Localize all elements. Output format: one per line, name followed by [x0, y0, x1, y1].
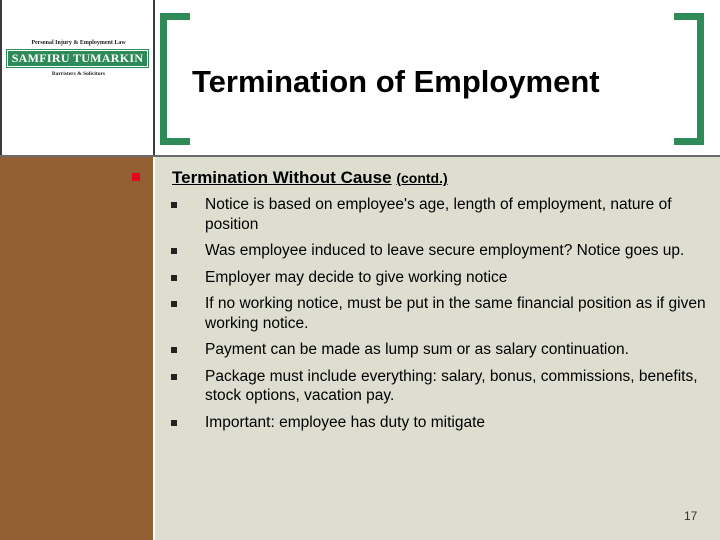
square-bullet-icon — [171, 347, 177, 353]
list-item-text: Important: employee has duty to mitigate — [205, 413, 486, 431]
list-item-text: Package must include everything: salary, bonus, commissions, benefits, stock options, vacation pay. — [205, 367, 698, 404]
left-bracket-decoration — [160, 13, 190, 145]
main-bullet — [155, 168, 710, 188]
firm-logo — [4, 40, 153, 90]
header-divider — [153, 0, 155, 157]
list-item — [205, 241, 710, 261]
square-bullet-icon — [171, 248, 177, 254]
list-item-text: Employer may decide to give working notice — [205, 268, 508, 286]
list-item — [205, 340, 710, 360]
section-heading-text: Termination Without Cause — [172, 168, 392, 187]
list-item — [205, 294, 710, 333]
square-bullet-icon — [171, 374, 177, 380]
square-bullet-icon — [171, 275, 177, 281]
slide-title: Termination of Employment — [192, 64, 600, 99]
left-sidebar-panel — [0, 157, 153, 540]
section-heading — [172, 168, 710, 188]
list-item — [205, 195, 710, 234]
list-item — [205, 413, 710, 433]
square-bullet-icon — [171, 420, 177, 426]
section-heading-suffix: (contd.) — [396, 170, 448, 186]
right-bracket-decoration — [674, 13, 704, 145]
list-item-text: Payment can be made as lump sum or as salary continuation. — [205, 341, 629, 358]
square-bullet-icon — [171, 301, 177, 307]
list-item-text: Was employee induced to leave secure employment? Notice goes up. — [205, 242, 685, 259]
header-left-border — [0, 0, 2, 157]
logo-nameplate — [6, 49, 149, 68]
page-number: 17 — [684, 509, 698, 523]
slide-header — [0, 0, 720, 157]
list-item — [205, 268, 710, 288]
list-item — [205, 367, 710, 406]
list-item-text: If no working notice, must be put in the same financial position as if given working notice. — [205, 295, 706, 332]
logo-tagline: Personal Injury & Employment Law — [31, 40, 126, 46]
logo-subtitle: Barristers & Solicitors — [51, 71, 106, 77]
content-area — [155, 157, 720, 540]
sub-bullet-list — [205, 195, 710, 439]
list-item-text: Notice is based on employee's age, length of employment, nature of position — [205, 196, 672, 233]
logo-name: SAMFIRU TUMARKIN — [8, 51, 147, 66]
square-bullet-icon — [171, 202, 177, 208]
red-square-bullet-icon — [132, 173, 140, 181]
